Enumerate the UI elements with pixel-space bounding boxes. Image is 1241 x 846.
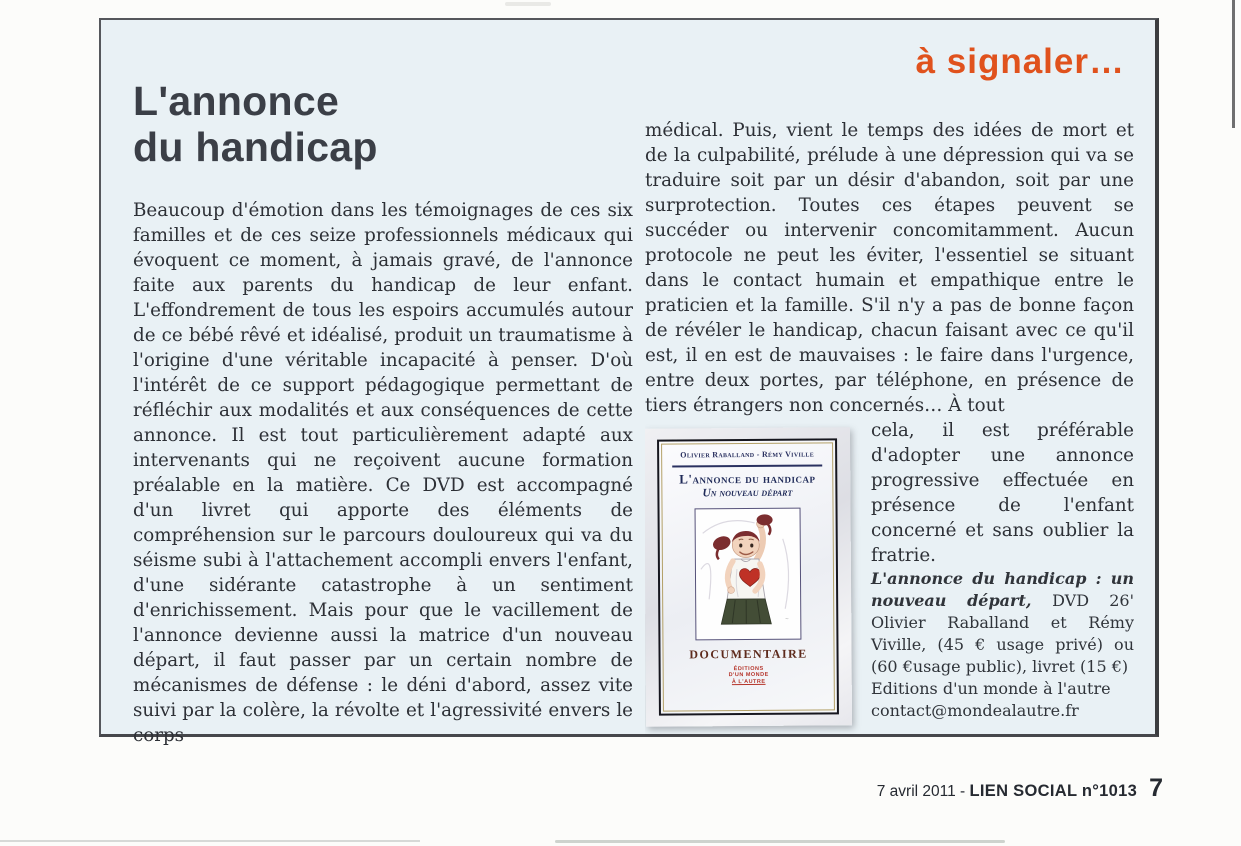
left-column	[133, 198, 633, 748]
caption-email: contact@mondealautre.fr	[871, 701, 1079, 720]
article-title	[133, 78, 378, 170]
dvd-sleeve	[645, 427, 852, 726]
section-label: à signaler…	[915, 42, 1125, 81]
publisher-line-1: ÉDITIONS	[733, 665, 764, 672]
dvd-genre: DOCUMENTAIRE	[689, 646, 808, 661]
article-title-line1: L'annonce	[133, 78, 340, 124]
dvd-illustration-girl	[697, 508, 800, 637]
dvd-illustration-frame	[695, 507, 802, 640]
caption-publisher: Editions d'un monde à l'autre	[871, 679, 1111, 698]
scan-artifact-top	[505, 2, 551, 6]
footer-journal-title: LIEN SOCIAL n°1013	[969, 782, 1138, 800]
publisher-logo	[661, 665, 837, 686]
left-column-paragraph: Beaucoup d'émotion dans les témoignages de ces six familles et de ces seize professionnels médicaux qui évoquent ce moment, à jamais gravé, de l'annonce faite aux parents du handicap de leur enfant. L'effondrement de tous les espoirs accumulés autour de ce bébé rêvé et idéalisé, produit un traumatisme à l'origine d'une véritable incapacité à penser. D'où l'intérêt de ce support pédagogique permettant de réfléchir aux modalités et aux conséquences de cette annonce. Il est tout particulièrement adapté aux intervenants qui ne reçoivent aucune formation préalable en la matière. Ce DVD est accompagné d'un livret qui apporte des éléments de compréhension sur le parcours douloureux qui va du séisme subi à l'attachement accompli envers l'enfant, d'une sidérante catastrophe à un sentiment d'enrichissement. Mais pour que le vacillement de l'annonce devienne aussi la matrice d'un nouveau départ, il faut passer par un certain nombre de mécanismes de défense : le déni d'abord, assez vite suivi par la colère, la révolte et l'agressivité envers le corps	[133, 200, 633, 746]
dvd-authors: Olivier Raballand - Rémy Viville	[680, 449, 815, 460]
dvd-divider	[672, 464, 822, 467]
dvd-title: L'annonce du handicap	[679, 470, 816, 486]
publisher-line-2: D'UN MONDE	[728, 671, 769, 679]
dvd-subtitle: Un nouveau départ	[702, 486, 793, 499]
right-column	[645, 118, 1134, 736]
dvd-cover	[645, 428, 861, 736]
footer-date: 7 avril 2011 -	[876, 783, 970, 800]
scan-artifact-bottom-center	[555, 840, 1005, 843]
page-footer	[877, 774, 1163, 803]
right-column-paragraph-2: cela, il est préférable d'adopter une annonce progressive effectuée en présence de l'enfant concerné et sans oublier la fratrie.	[871, 420, 1134, 566]
scan-artifact-bottom-left	[0, 840, 420, 842]
magazine-page-panel	[99, 18, 1159, 746]
dvd-card	[657, 438, 839, 715]
svg-text:~: ~	[785, 616, 789, 623]
caption-details: DVD 26' Olivier Raballand et Rémy Viville, (45 € usage privé) ou (60 €usage public), livret (15 €)	[871, 591, 1134, 676]
article-title-line2: du handicap	[133, 124, 378, 170]
right-column-paragraph-1: médical. Puis, vient le temps des idées de mort et de la culpabilité, prélude à une dépression qui va se traduire soit par un désir d'abandon, soit par une surprotection. Toutes ces étapes peuvent se succéder ou intervenir concomitamment. Aucun protocole ne peut les éviter, l'essentiel se situant dans le contact humain et empathique entre le praticien et la famille. S'il n'y a pas de bonne façon de révéler le handicap, chacun faisant avec ce qu'il est, il en est de mauvaises : le faire dans l'urgence, entre deux portes, par téléphone, en présence de tiers étrangers non concernés… À tout	[645, 120, 1134, 416]
scan-artifact-right-edge	[1232, 0, 1235, 128]
footer-page-number: 7	[1149, 774, 1163, 802]
caption-title: L'annonce du handicap : un nouveau départ,	[871, 569, 1134, 610]
publisher-line-3: À L'AUTRE	[731, 678, 766, 685]
wrap-area	[645, 418, 1134, 736]
